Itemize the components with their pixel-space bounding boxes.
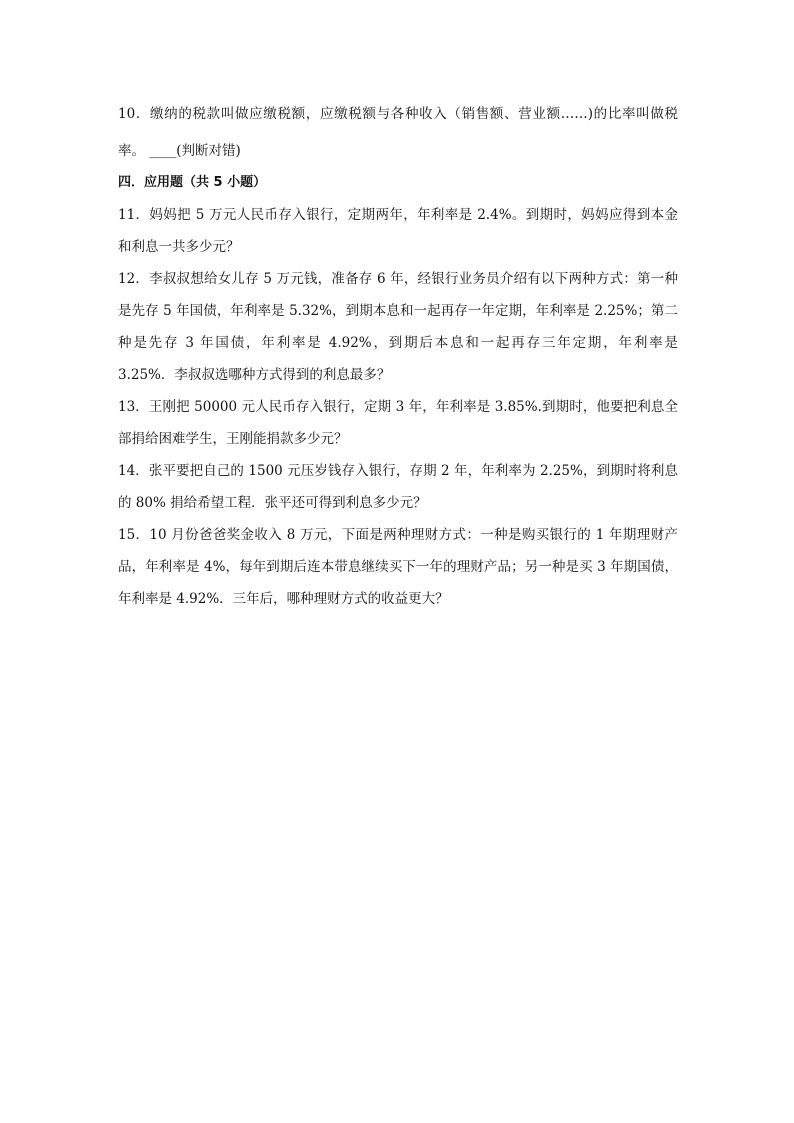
question-12-line-2: 是先存 5 年国债，年利率是 5.32%，到期本息和一起再存一年定期，年利率是 2.25%；第二	[118, 303, 678, 319]
question-15-line-1: 15．10 月份爸爸奖金收入 8 万元，下面是两种理财方式：一种是购买银行的 1 年期理财产	[118, 527, 678, 543]
question-10-line-1: 10．缴纳的税款叫做应缴税额，应缴税额与各种收入（销售额、营业额……)的比率叫做税	[118, 106, 678, 122]
question-15-line-3: 年利率是 4.92%．三年后，哪种理财方式的收益更大？	[118, 591, 449, 607]
question-13-line-1: 13．王刚把 50000 元人民币存入银行，定期 3 年，年利率是 3.85%.到期时，他要把利息全	[118, 399, 678, 415]
question-12-line-1: 12．李叔叔想给女儿存 5 万元钱，准备存 6 年，经银行业务员介绍有以下两种方式：第一种	[118, 271, 678, 287]
question-14-line-1: 14．张平要把自己的 1500 元压岁钱存入银行，存期 2 年，年利率为 2.25%，到期时将利息	[118, 463, 678, 479]
question-11-line-1: 11．妈妈把 5 万元人民币存入银行，定期两年，年利率是 2.4%。到期时，妈妈应得到本金	[118, 207, 678, 223]
section-4-title: 四．应用题（共 5 小题）	[118, 175, 267, 190]
question-13-line-2: 部捐给困难学生，王刚能捐款多少元？	[118, 431, 348, 447]
question-11-line-2: 和利息一共多少元？	[118, 239, 240, 255]
question-12-line-3: 种是先存 3 年国债，年利率是 4.92%，到期后本息和一起再存三年定期，年利率是	[118, 335, 678, 351]
question-15-line-2: 品，年利率是 4%，每年到期后连本带息继续买下一年的理财产品；另一种是买 3 年期国债，	[118, 559, 678, 575]
question-10-line-2: 率。 ____(判断对错)	[118, 143, 241, 159]
document-content	[118, 104, 678, 609]
question-12-line-4: 3.25%．李叔叔选哪种方式得到的利息最多？	[118, 367, 391, 383]
question-14-line-2: 的 80% 捐给希望工程．张平还可得到利息多少元？	[118, 495, 427, 511]
